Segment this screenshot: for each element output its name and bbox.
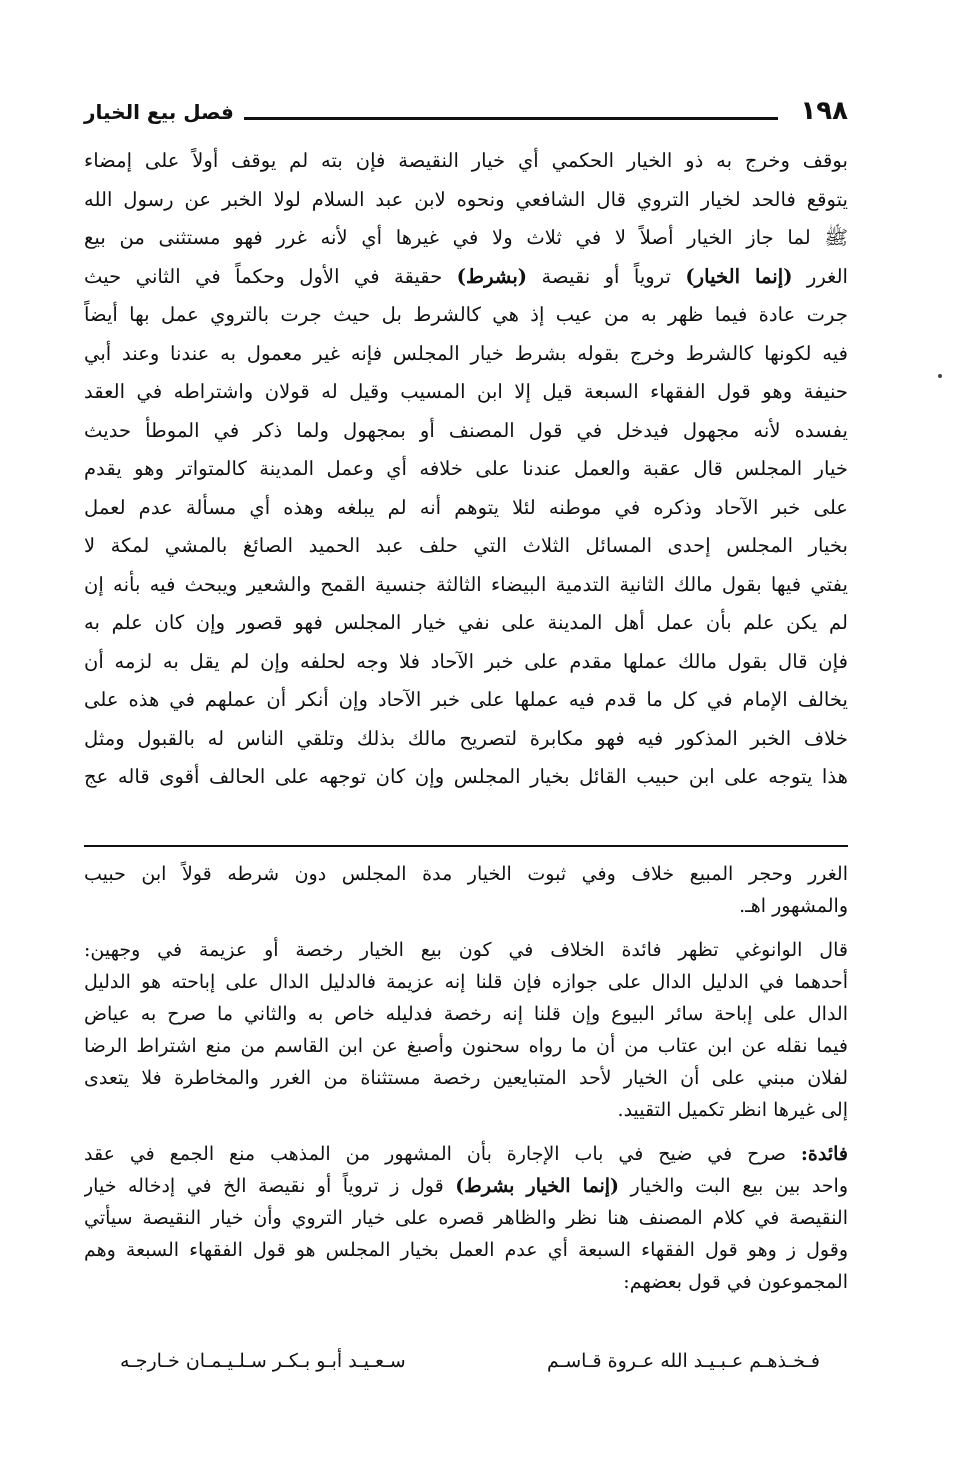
paragraph-gap [84, 922, 848, 934]
main-line: يفتي فيها بقول مالك الثانية التدمية البيضاء الثالثة جنسية القمح والشعير ويبحث فيه بأنه إن [84, 572, 848, 596]
main-line: بخيار المجلس إحدى المسائل الثلاث التي حلف عبد الحميد الصائغ بالمشي لمكة لا [84, 534, 848, 557]
note-line: قال الوانوغي تظهر فائدة الخلاف في كون بيع الخيار رخصة أو عزيمة في وجهين: [84, 939, 848, 961]
main-line: جرت عادة فيما ظهر به من عيب إذ هي كالشرط بل حيث جرت بالتروي عمل بها أيضاً [84, 303, 848, 326]
page-header [84, 92, 848, 126]
section-title: فصل بيع الخيار [84, 100, 234, 124]
footnotes [84, 858, 848, 1298]
main-line: ﷺ لما جاز الخيار أصلاً لا في ثلاث ولا في غيرها أي لأنه غرر فهو مستثنى من بيع [84, 226, 848, 249]
main-line: هذا يتوجه على ابن حبيب القائل بخيار المجلس وإن كان توجهه على الحالف أقوى قاله عج [84, 765, 848, 788]
text-run: حقيقة في الأول وحكماً في الثاني حيث [84, 264, 457, 288]
main-line: يفسده لأنه مجهول فيدخل في قول المصنف أو بمجهول ولما ذكر في الموطأ حديث [84, 418, 848, 442]
bold-phrase: (إنما الخيار) [685, 264, 793, 288]
text-run: صرح في ضيح في باب الإجارة بأن المشهور من المذهب منع الجمع في عقد [84, 1143, 801, 1165]
note-line: والمشهور اهـ. [739, 895, 848, 917]
note-line: فيما نقله عن ابن عتاب من أن ما رواه سحنون وأصبغ عن ابن القاسم من منع اشتراط الرضا [84, 1035, 848, 1057]
note-line-benefit [84, 1138, 848, 1170]
poem-verse [120, 1346, 820, 1376]
note-line: الدال على إباحة سائر البيوع وإن قلنا إنه رخصة فدليله خاص به والثاني ما صرح به عياض [84, 1003, 848, 1025]
note-line: أحدهما في الدليل الدال على جوازه فإن قلنا إنه عزيمة فالدليل الدال على إباحته هو الدليل [84, 971, 848, 993]
main-line: حنيفة وهو قول الفقهاء السبعة قيل إلا ابن المسيب وقيل له قولان واشتراطه في العقد [84, 380, 848, 403]
text-run: تروياً أو نقيصة [527, 264, 686, 288]
main-line: على خبر الآحاد وذكره في موطنه لئلا يتوهم أنه لم يبلغه وهذه أي مسألة عدم لعمل [84, 495, 848, 519]
main-line: فيه لكونها كالشرط وخرج بقوله بشرط خيار المجلس فإنه غير معمول به عندنا وعند أبي [84, 341, 848, 365]
note-line: المجموعون في قول بعضهم: [623, 1271, 848, 1293]
main-line: خلاف الخبر المذكور فيه فهو مكابرة لتصريح مالك بذلك وتلقي الناس له بالقبول ومثل [84, 726, 848, 750]
text-run: الغرر [792, 264, 848, 288]
note-line: الغرر وحجر المبيع خلاف وفي ثبوت الخيار مدة المجلس دون شرطه قولاً ابن حبيب [84, 863, 848, 885]
bold-phrase: (بشرط) [456, 264, 528, 288]
note-line: إلى غيرها انظر تكميل التقييد. [617, 1099, 848, 1121]
main-line: خيار المجلس قال عقبة والعمل عندنا على خلافه أي وعمل المدينة كالمتواتر وهو يقدم [84, 457, 848, 480]
main-line: لم يكن علم بأن عمل أهل المدينة على نفي خيار المجلس فهو قصور وإن كان علم به [84, 611, 848, 634]
note-line-with-bold [84, 1170, 848, 1202]
main-line-with-bold [84, 258, 848, 297]
main-line: فإن قال بقول مالك عملها مقدم على خبر الآحاد فلا وجه لحلفه وإن لم يقل به لزمه أن [84, 649, 848, 673]
header-rule [244, 117, 779, 120]
text-run: واحد بين بيع البت والخيار [619, 1175, 848, 1197]
footnote-separator [84, 845, 848, 847]
page-number: ١٩٨ [800, 96, 848, 126]
note-line: وقول ز وهو قول الفقهاء السبعة أي عدم العمل بخيار المجلس هو قول الفقهاء السبعة وهم [84, 1239, 848, 1261]
text-run: قول ز تروياً أو نقيصة الخ في إدخاله خيار [84, 1175, 456, 1197]
verse-second-hemistich: سـعـيـد أبـو بـكـر سـلـيـمـان خـارجـه [120, 1350, 406, 1372]
benefit-label: فائدة: [800, 1143, 848, 1165]
main-text [84, 142, 848, 797]
main-line: بوقف وخرج به ذو الخيار الحكمي أي خيار النقيصة فإن بته لم يوقف أولاً على إمضاء [84, 149, 848, 172]
note-line: لفلان مبني على أن الخيار لأحد المتبايعين رخصة مستثناة من الغرر والمخاطرة فلا يتعدى [84, 1067, 848, 1089]
note-line: النقيصة في كلام المصنف هنا نظر والظاهر قصره على خيار التروي وأن خيار النقيصة سيأتي [84, 1207, 848, 1229]
main-line: يتوقع فالحد لخيار التروي قال الشافعي ونحوه لابن عبد السلام لولا الخبر عن رسول الله [84, 187, 848, 211]
verse-first-hemistich: فـخـذهـم عـبـيـد الله عـروة قـاسـم [547, 1350, 820, 1372]
paragraph-gap [84, 1126, 848, 1138]
main-line: يخالف الإمام في كل ما قدم فيه عملها على خبر الآحاد وإن أنكر أن عملهم في هذه على [84, 688, 848, 711]
margin-mark [938, 374, 942, 378]
bold-phrase: (إنما الخيار بشرط) [455, 1175, 619, 1197]
